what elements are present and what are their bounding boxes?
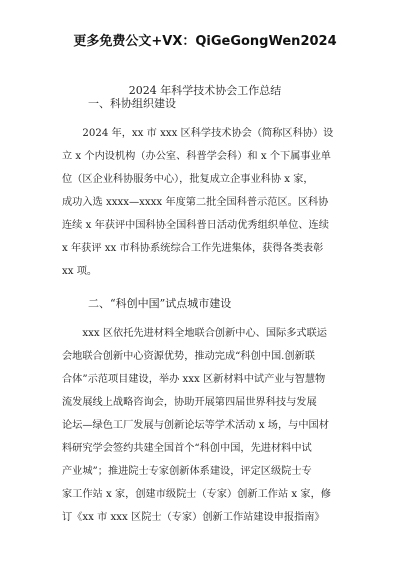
paragraph-line: 论坛—绿色工厂发展与创新论坛等学术活动 x 场，与中国材 <box>62 420 329 431</box>
paragraph-line: 立 x 个内设机构（办公室、科普学会科）和 x 个下属事业单 <box>62 151 331 162</box>
section-heading-1: 一、科协组织建设 <box>88 97 176 110</box>
paragraph-line: 产业城”；推进院士专家创新体系建设，评定区级院士专 <box>62 466 312 477</box>
promo-banner: 更多免费公文+VX：QiGeGongWen2024 <box>73 34 337 49</box>
paragraph-line: 会地联合创新中心资源优势，推动完成“科创中国.创新联 <box>62 351 315 362</box>
paragraph-line: x 年获评 xx 市科协系统综合工作先进集体，获得各类表彰 <box>62 243 324 254</box>
paragraph-line: 家工作站 x 家，创建市级院士（专家）创新工作站 x 家，修 <box>62 489 331 500</box>
section-1-paragraph <box>62 122 352 283</box>
paragraph-line: 位（区企业科协服务中心），批复成立企事业科协 x 家， <box>62 174 314 185</box>
paragraph-line: 2024 年，xx 市 xxx 区科学技术协会（简称区科协）设 <box>82 128 334 139</box>
section-heading-2: 二、“科创中国”试点城市建设 <box>88 297 232 310</box>
paragraph-line: xxx 区依托先进材料全地联合创新中心、国际多式联运 <box>82 328 327 339</box>
paragraph-line: 连续 x 年获评中国科协全国科普日活动优秀组织单位、连续 <box>62 220 329 231</box>
paragraph-line: 合体”示范项目建设，举办 xxx 区新材料中试产业与智慧物 <box>62 374 326 385</box>
paragraph-line: 料研究学会签约共建全国首个“科创中国，先进材料中试 <box>62 443 312 454</box>
paragraph-line: 成功入选 xxxx—xxxx 年度第二批全国科普示范区。区科协 <box>62 197 329 208</box>
paragraph-line: 订《xx 市 xxx 区院士（专家）创新工作站建设申报指南》 <box>62 512 325 523</box>
section-2-paragraph <box>62 322 352 529</box>
document-title: 2024 年科学技术协会工作总结 <box>128 84 282 97</box>
paragraph-line: xx 项。 <box>62 266 98 277</box>
paragraph-line: 流发展线上战略咨询会，协助开展第四届世界科技与发展 <box>62 397 317 408</box>
